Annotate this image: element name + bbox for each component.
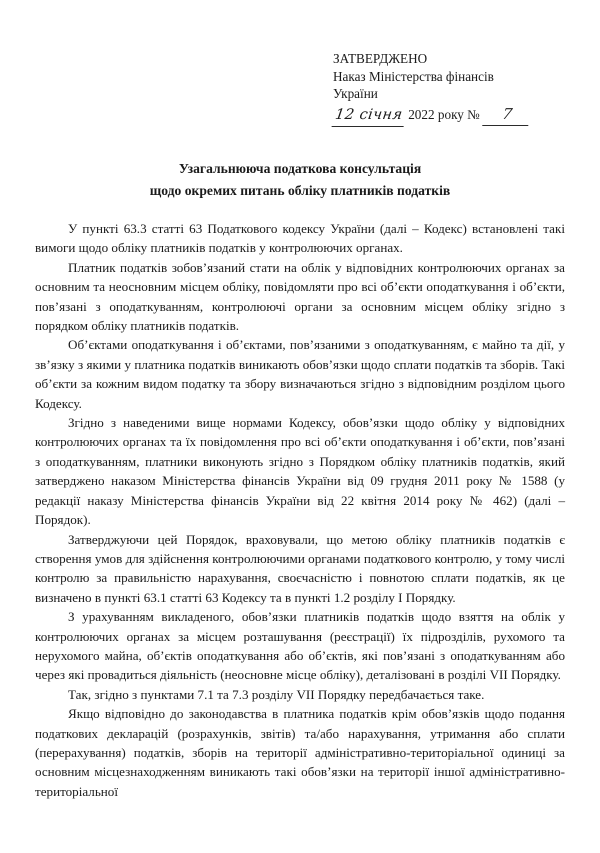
body-paragraph: Так, згідно з пунктами 7.1 та 7.3 розділу VII Порядку передбачається таке.	[68, 686, 485, 702]
body-paragraph: З урахуванням викладеного, обов’язки платників податків щодо взяття на облік у контролюючих органах за місцем розташування (реєстрації) їх підрозділів, рухомого та нерухомого майна, об’єктів оподаткування або об’єктів, які пов’язані з оподаткуванням або через які провадиться діяльність (неосновне місце обліку), деталізовані в розділі VII Порядку.	[35, 609, 565, 683]
body-paragraph: Затверджуючи цей Порядок, враховували, що метою обліку платників податків є створення умов для здійснення контролюючими органами податкового контролю, у тому числі контролю за правильністю нарахування, своєчасністю і повнотою сплати податків, як це визначено в пункті 63.1 статті 63 Кодексу та в пункті 1.2 розділу I Порядку.	[35, 531, 565, 605]
body-paragraph: Згідно з наведеними вище нормами Кодексу, обов’язки щодо обліку у відповідних контролюючих органах та їх повідомлення про всі об’єкти оподаткування і об’єкти, пов’язані з оподаткуванням, платники виконують згідно з Порядком обліку платників податків, який затверджено наказом Міністерства фінансів України від 09 грудня 2011 року № 1588 (у редакції наказу Міністерства фінансів України від 22 квітня 2014 року № 462) (далі – Порядок).	[35, 415, 565, 528]
approval-country-line: України	[333, 86, 378, 101]
handwritten-date: 12 січня	[332, 107, 407, 127]
handwritten-order-number: 7	[482, 106, 531, 126]
body-paragraph: Якщо відповідно до законодавства в платника податків крім обов’язків щодо подання податкових декларацій (розрахунків, звітів) та/або нарахування, утримання або сплати (перерахування) податків, зборів на території адміністративно-територіальної одиниці за основним місцезнаходженням виникають такі обов’язки на території іншої адміністративно-територіальної	[35, 706, 565, 799]
approval-date-tail: 2022 року №	[408, 106, 480, 122]
page-title-line-2: щодо окремих питань обліку платників податків	[149, 183, 451, 198]
body-paragraph: У пункті 63.3 статті 63 Податкового кодексу України (далі – Кодекс) встановлені такі вимоги щодо обліку платників податків у контролюючих органах.	[35, 221, 565, 256]
approval-heading: ЗАТВЕРДЖЕНО	[333, 51, 428, 66]
body-paragraph: Об’єктами оподаткування і об’єктами, пов’язаними з оподаткуванням, є майно та дії, у зв’язку з якими у платника податків виникають обов’язки щодо сплати податків та зборів. Такі об’єкти за кожним видом податку та збору визначаються згідно з відповідним розділом цього Кодексу.	[35, 337, 565, 411]
page-title-line-1: Узагальнююча податкова консультація	[178, 161, 422, 176]
approval-date-row	[333, 106, 573, 127]
body-paragraph: Платник податків зобов’язаний стати на облік у відповідних контролюючих органах за основним та неосновним місцем обліку, повідомляти про всі об’єкти оподаткування і об’єкти, пов’язані з оподаткуванням, контролюючі органи за основним місцем обліку згідно з порядком обліку платників податків.	[35, 259, 565, 334]
approval-ministry-line: Наказ Міністерства фінансів	[333, 68, 494, 84]
document-body	[35, 219, 565, 801]
approval-block	[333, 50, 573, 126]
page-title	[35, 158, 565, 202]
